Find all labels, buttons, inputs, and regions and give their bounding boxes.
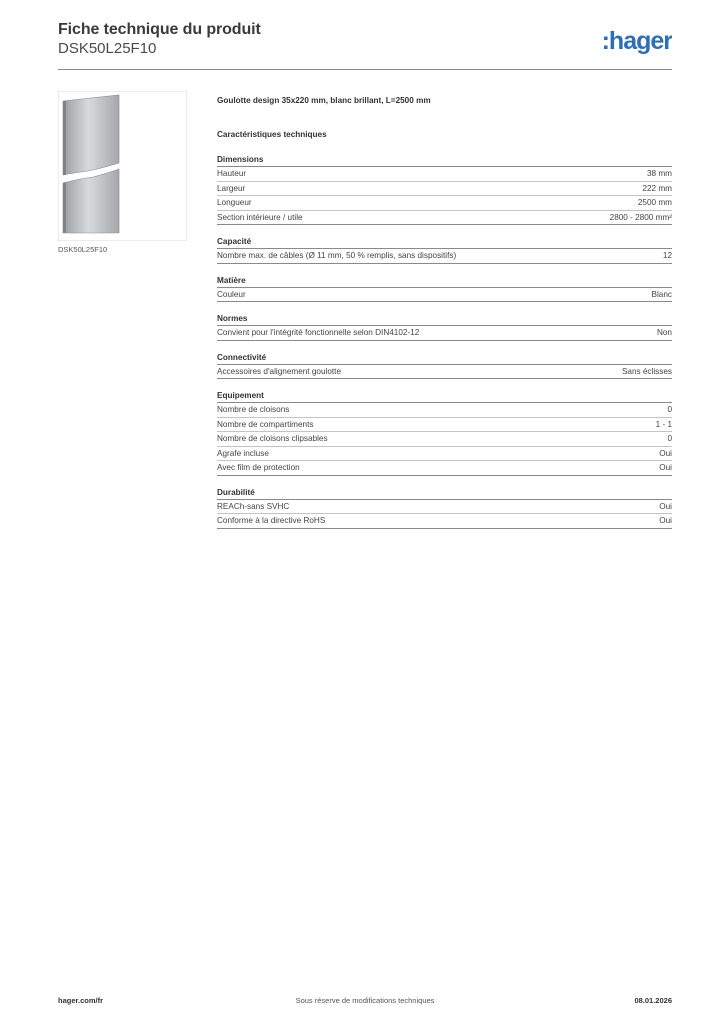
section-title: Dimensions — [217, 153, 672, 167]
spec-row — [217, 447, 672, 462]
section-title: Equipement — [217, 389, 672, 403]
spec-row — [217, 365, 672, 380]
product-reference: DSK50L25F10 — [58, 40, 157, 57]
spec-section — [217, 486, 672, 529]
spec-row — [217, 211, 672, 226]
spec-label: Section intérieure / utile — [217, 212, 303, 222]
spec-row — [217, 432, 672, 447]
section-rows — [217, 249, 672, 264]
section-title: Capacité — [217, 235, 672, 249]
spec-label: Couleur — [217, 289, 246, 299]
spec-value: Oui — [659, 516, 672, 525]
spec-row — [217, 403, 672, 418]
section-rows — [217, 403, 672, 476]
spec-label: Accessoires d'alignement goulotte — [217, 366, 341, 376]
footer-disclaimer: Sous réserve de modifications techniques — [295, 996, 435, 1005]
page-header — [58, 21, 672, 70]
section-title: Normes — [217, 312, 672, 326]
section-rows — [217, 167, 672, 225]
spec-section — [217, 153, 672, 225]
spec-label: Nombre max. de câbles (Ø 11 mm, 50 % remplis, sans dispositifs) — [217, 251, 457, 260]
spec-label: Longueur — [217, 198, 252, 207]
spec-section — [217, 312, 672, 341]
spec-label: Hauteur — [217, 169, 247, 178]
spec-label: Conforme à la directive RoHS — [217, 516, 326, 525]
section-title: Durabilité — [217, 486, 672, 500]
spec-value: 1 - 1 — [655, 419, 672, 429]
spec-value: Oui — [659, 501, 672, 511]
spec-section — [217, 351, 672, 380]
spec-value: 12 — [662, 251, 672, 260]
hager-logo-text: :hager — [601, 27, 672, 55]
spec-value: Oui — [659, 463, 672, 472]
spec-label: Nombre de compartiments — [217, 419, 314, 429]
section-rows — [217, 288, 672, 303]
hager-logo — [582, 27, 672, 57]
section-title: Matière — [217, 274, 672, 288]
spec-label: Nombre de cloisons — [217, 405, 290, 414]
footer-date: 08.01.2026 — [634, 996, 672, 1005]
spec-row — [217, 500, 672, 515]
spec-label: REACh-sans SVHC — [217, 501, 290, 511]
spec-label: Agrafe incluse — [217, 448, 269, 458]
spec-value: Non — [656, 328, 672, 337]
spec-row — [217, 418, 672, 433]
spec-value: 0 — [667, 405, 672, 414]
image-caption: DSK50L25F10 — [58, 245, 108, 254]
spec-row — [217, 461, 672, 476]
footer-website: hager.com/fr — [58, 996, 104, 1005]
section-rows — [217, 500, 672, 529]
section-rows — [217, 365, 672, 380]
spec-label: Largeur — [217, 183, 246, 193]
spec-row — [217, 326, 672, 341]
spec-section — [217, 274, 672, 303]
spec-row — [217, 249, 672, 264]
spec-row — [217, 514, 672, 529]
spec-section — [217, 235, 672, 264]
spec-row — [217, 196, 672, 211]
spec-value: Blanc — [651, 289, 672, 299]
spec-row — [217, 167, 672, 182]
spec-sections — [217, 153, 672, 529]
spec-label: Convient pour l'intégrité fonctionnelle selon DIN4102-12 — [217, 328, 420, 337]
section-title: Connectivité — [217, 351, 672, 365]
spec-row — [217, 288, 672, 303]
document-title: Fiche technique du produit — [58, 21, 261, 38]
spec-label: Avec film de protection — [217, 463, 300, 472]
spec-value: 2800 - 2800 mm² — [609, 212, 672, 222]
page-footer — [58, 996, 672, 1010]
spec-content — [217, 93, 672, 529]
spec-value: 0 — [667, 434, 672, 443]
spec-value: Oui — [659, 448, 672, 458]
spec-value: 222 mm — [642, 183, 672, 193]
spec-value: Sans éclisses — [621, 366, 672, 376]
section-rows — [217, 326, 672, 341]
spec-label: Nombre de cloisons clipsables — [217, 434, 328, 443]
spec-value: 2500 mm — [637, 198, 672, 207]
spec-row — [217, 182, 672, 197]
technical-characteristics-heading: Caractéristiques techniques — [217, 130, 327, 139]
spec-section — [217, 389, 672, 476]
product-image — [58, 91, 187, 241]
product-description: Goulotte design 35x220 mm, blanc brillant, L=2500 mm — [217, 96, 431, 105]
spec-value: 38 mm — [646, 169, 672, 178]
